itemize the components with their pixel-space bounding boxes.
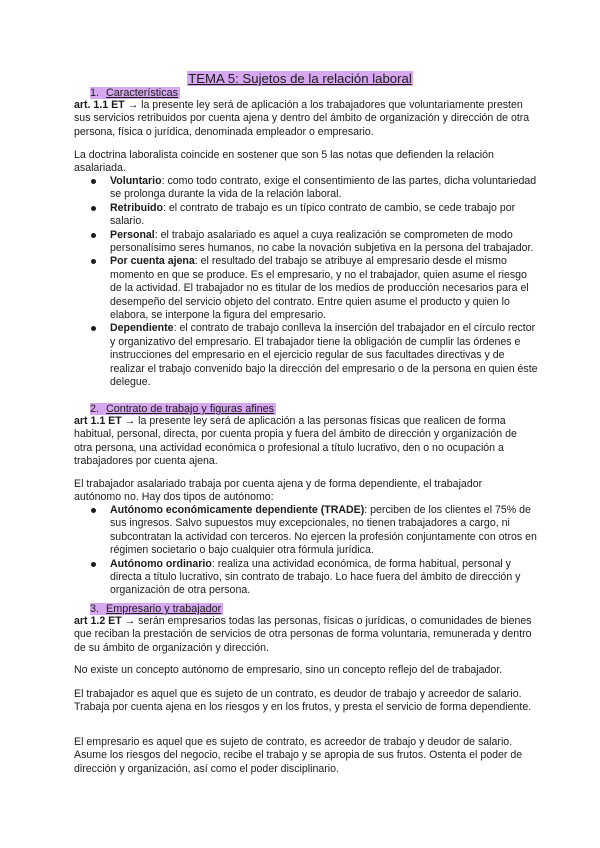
list-item: Personal: el trabajo asalariado es aquel a cuya realización se comprometen de modo personalísimo seres humanos, no cabe la novación subjetiva en la persona del trabajador. — [88, 229, 540, 256]
characteristics-list — [88, 175, 540, 390]
list-item: Autónomo económicamente dependiente (TRADE): perciben de los clientes el 75% de sus ingresos. Salvo supuestos muy excepcionales, no tienen trabajadores a cargo, ni subcontratan la actividad con terceros. No ejercen la profesión conjuntamente con otros en régimen societario o bajo cualquier otra fórmula jurídica. — [88, 504, 540, 558]
body-paragraph: El trabajador es aquel que es sujeto de un contrato, es deudor de trabajo y acreedor de salario. Trabaja por cuenta ajena en los riesgos y en los frutos, y presta el servicio de forma dependiente. — [74, 688, 532, 714]
section-heading-empresario: 3. Empresario y trabajador — [90, 603, 222, 615]
intro-paragraph: La doctrina laboralista coincide en sostener que son 5 las notas que defienden la relación asalariada. — [74, 149, 494, 175]
body-paragraph: El empresario es aquel que es sujeto de contrato, es acreedor de trabajo y deudor de salario. Asume los riesgos del negocio, recibe el trabajo y se apropia de sus frutos. Ostenta el poder de dirección y organización, así como el poder disciplinario. — [74, 736, 523, 775]
article-paragraph: art 1.1 ET → la presente ley será de aplicación a las personas físicas que realicen de forma habitual, personal, directa, por cuenta propia y fuera del ámbito de dirección y organización de otra persona, una actividad económica o profesional a título lucrativo, den o no ocupación a trabajadores por cuenta ajena. — [74, 415, 517, 468]
article-paragraph: art. 1.1 ET → la presente ley será de aplicación a los trabajadores que voluntariamente presten sus servicios retribuidos por cuenta ajena y dentro del ámbito de organización y dirección de otra persona, física o jurídica, denominada empleador o empresario. — [74, 99, 530, 138]
autonomo-types-list — [88, 504, 540, 598]
page-title: TEMA 5: Sujetos de la relación laboral — [188, 71, 412, 86]
list-item: Dependiente: el contrato de trabajo conlleva la inserción del trabajador en el círculo rector y organizativo del empresario. El trabajador tiene la obligación de cumplir las órdenes e instrucciones del empresario en el ejercicio regular de sus facultades directivas y de realizar el trabajo convenido bajo la dirección del empresario o de la persona en quien éste delegue. — [88, 322, 540, 389]
list-item: Retribuido: el contrato de trabajo es un típico contrato de cambio, se cede trabajo por salario. — [88, 202, 540, 229]
section-heading-contrato: 2. Contrato de trabajo y figuras afines — [90, 403, 275, 415]
article-paragraph: art 1.2 ET → serán empresarios todas las personas, físicas o jurídicas, o comunidades de bienes que reciban la prestación de servicios de otra personas de forma voluntaria, remunerada y dentro de su ámbito de organización y dirección. — [74, 615, 532, 654]
list-item: Voluntario: como todo contrato, exige el consentimiento de las partes, dicha voluntariedad se prolonga durante la vida de la relación laboral. — [88, 175, 540, 202]
list-item: Autónomo ordinario: realiza una actividad económica, de forma habitual, personal y directa a título lucrativo, sin contrato de trabajo. Lo hace fuera del ámbito de dirección y organización de otra persona. — [88, 558, 540, 598]
section-heading-caracteristicas: 1. Características — [90, 87, 178, 99]
intro-paragraph: El trabajador asalariado trabaja por cuenta ajena y de forma dependiente, el trabajador autónomo no. Hay dos tipos de autónomo: — [74, 478, 483, 504]
list-item: Por cuenta ajena: el resultado del trabajo se atribuye al empresario desde el mismo momento en que se produce. Es el empresario, y no el trabajador, quien asume el riesgo de la actividad. El trabajador no es titular de los medios de producción necesarios para el desempeño del servicio objeto del contrato. Entre quien asume el producto y quien lo elabora, se interpone la figura del empresario. — [88, 255, 540, 322]
body-paragraph: No existe un concepto autónomo de empresario, sino un concepto reflejo del de trabajador. — [74, 664, 503, 676]
